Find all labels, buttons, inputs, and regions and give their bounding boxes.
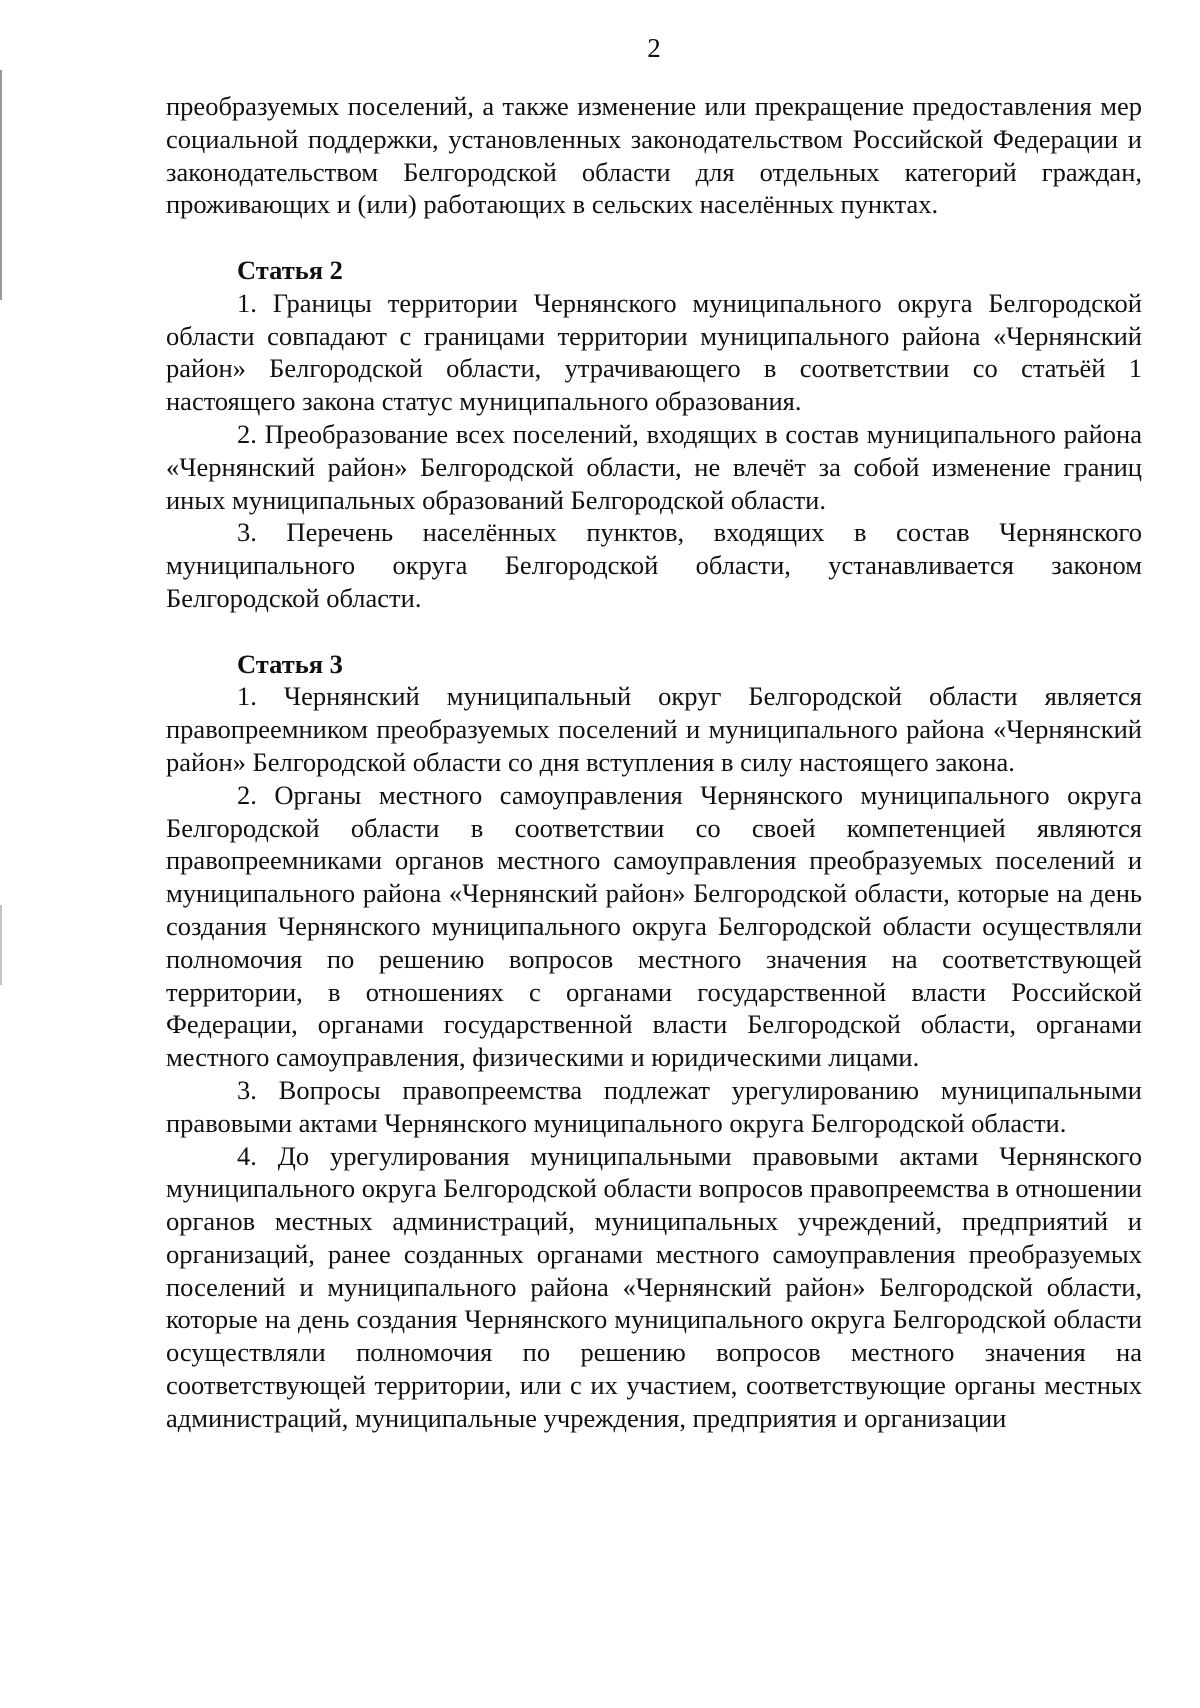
article-heading: Статья 3: [237, 648, 343, 679]
document-page: [166, 28, 1142, 1435]
article-3-paragraph-2: 2. Органы местного самоуправления Чернянского муниципального округа Белгородской области в соответствии со своей компетенцией являются правопреемниками органов местного самоуправления преобразуемых поселений и муниципального района «Чернянский район» Белгородской области, которые на день создания Чернянского муниципального округа Белгородской области осуществляли полномочия по решению вопросов местного значения на соответствующей территории, в отношениях с органами государственной власти Российской Федерации, органами государственной власти Белгородской области, органами местного самоуправления, физическими и юридическими лицами.: [166, 779, 1142, 1073]
article-3-paragraph-3: 3. Вопросы правопреемства подлежат урегулированию муниципальными правовыми актами Чернянского муниципального округа Белгородской области.: [166, 1074, 1142, 1138]
intro-paragraph: преобразуемых поселений, а также изменение или прекращение предоставления мер социальной поддержки, установленных законодательством Российской Федерации и законодательством Белгородской области для отдельных категорий граждан, проживающих и (или) работающих в сельских населённых пунктах.: [166, 91, 1142, 220]
article-2: [166, 254, 1142, 615]
article-3-paragraph-4: 4. До урегулирования муниципальными правовыми актами Чернянского муниципального округа Белгородской области вопросов правопреемства в отношении органов местных администраций, муниципальных учреждений, предприятий и организаций, ранее созданных органами местного самоуправления преобразуемых поселений и муниципального района «Чернянский район» Белгородской области, которые на день создания Чернянского муниципального округа Белгородской области осуществляли полномочия по решению вопросов местного значения на соответствующей территории, или с их участием, соответствующие органы местных администраций, муниципальные учреждения, предприятия и организации: [166, 1140, 1142, 1433]
article-3-paragraph-1: 1. Чернянский муниципальный округ Белгородской области является правопреемником преобразуемых поселений и муниципального района «Чернянский район» Белгородской области со дня вступления в силу настоящего закона.: [166, 681, 1142, 777]
article-2-paragraph-3: 3. Перечень населённых пунктов, входящих в состав Чернянского муниципального округа Белгородской области, устанавливается законом Белгородской области.: [166, 517, 1142, 613]
article-3: [166, 648, 1142, 1435]
page-number: 2: [647, 33, 661, 63]
scan-edge-mark-lower: [0, 905, 2, 985]
article-2-paragraph-1: 1. Границы территории Чернянского муниципального округа Белгородской области совпадают с границами территории муниципального района «Чернянский район» Белгородской области, утрачивающего в соответствии со статьёй 1 настоящего закона статус муниципального образования.: [166, 287, 1142, 417]
scan-edge-mark: [0, 70, 2, 300]
article-2-paragraph-2: 2. Преобразование всех поселений, входящих в состав муниципального района «Чернянский район» Белгородской области, не влечёт за собой изменение границ иных муниципальных образований Белгородской области.: [166, 418, 1142, 515]
article-heading: Статья 2: [237, 254, 343, 285]
